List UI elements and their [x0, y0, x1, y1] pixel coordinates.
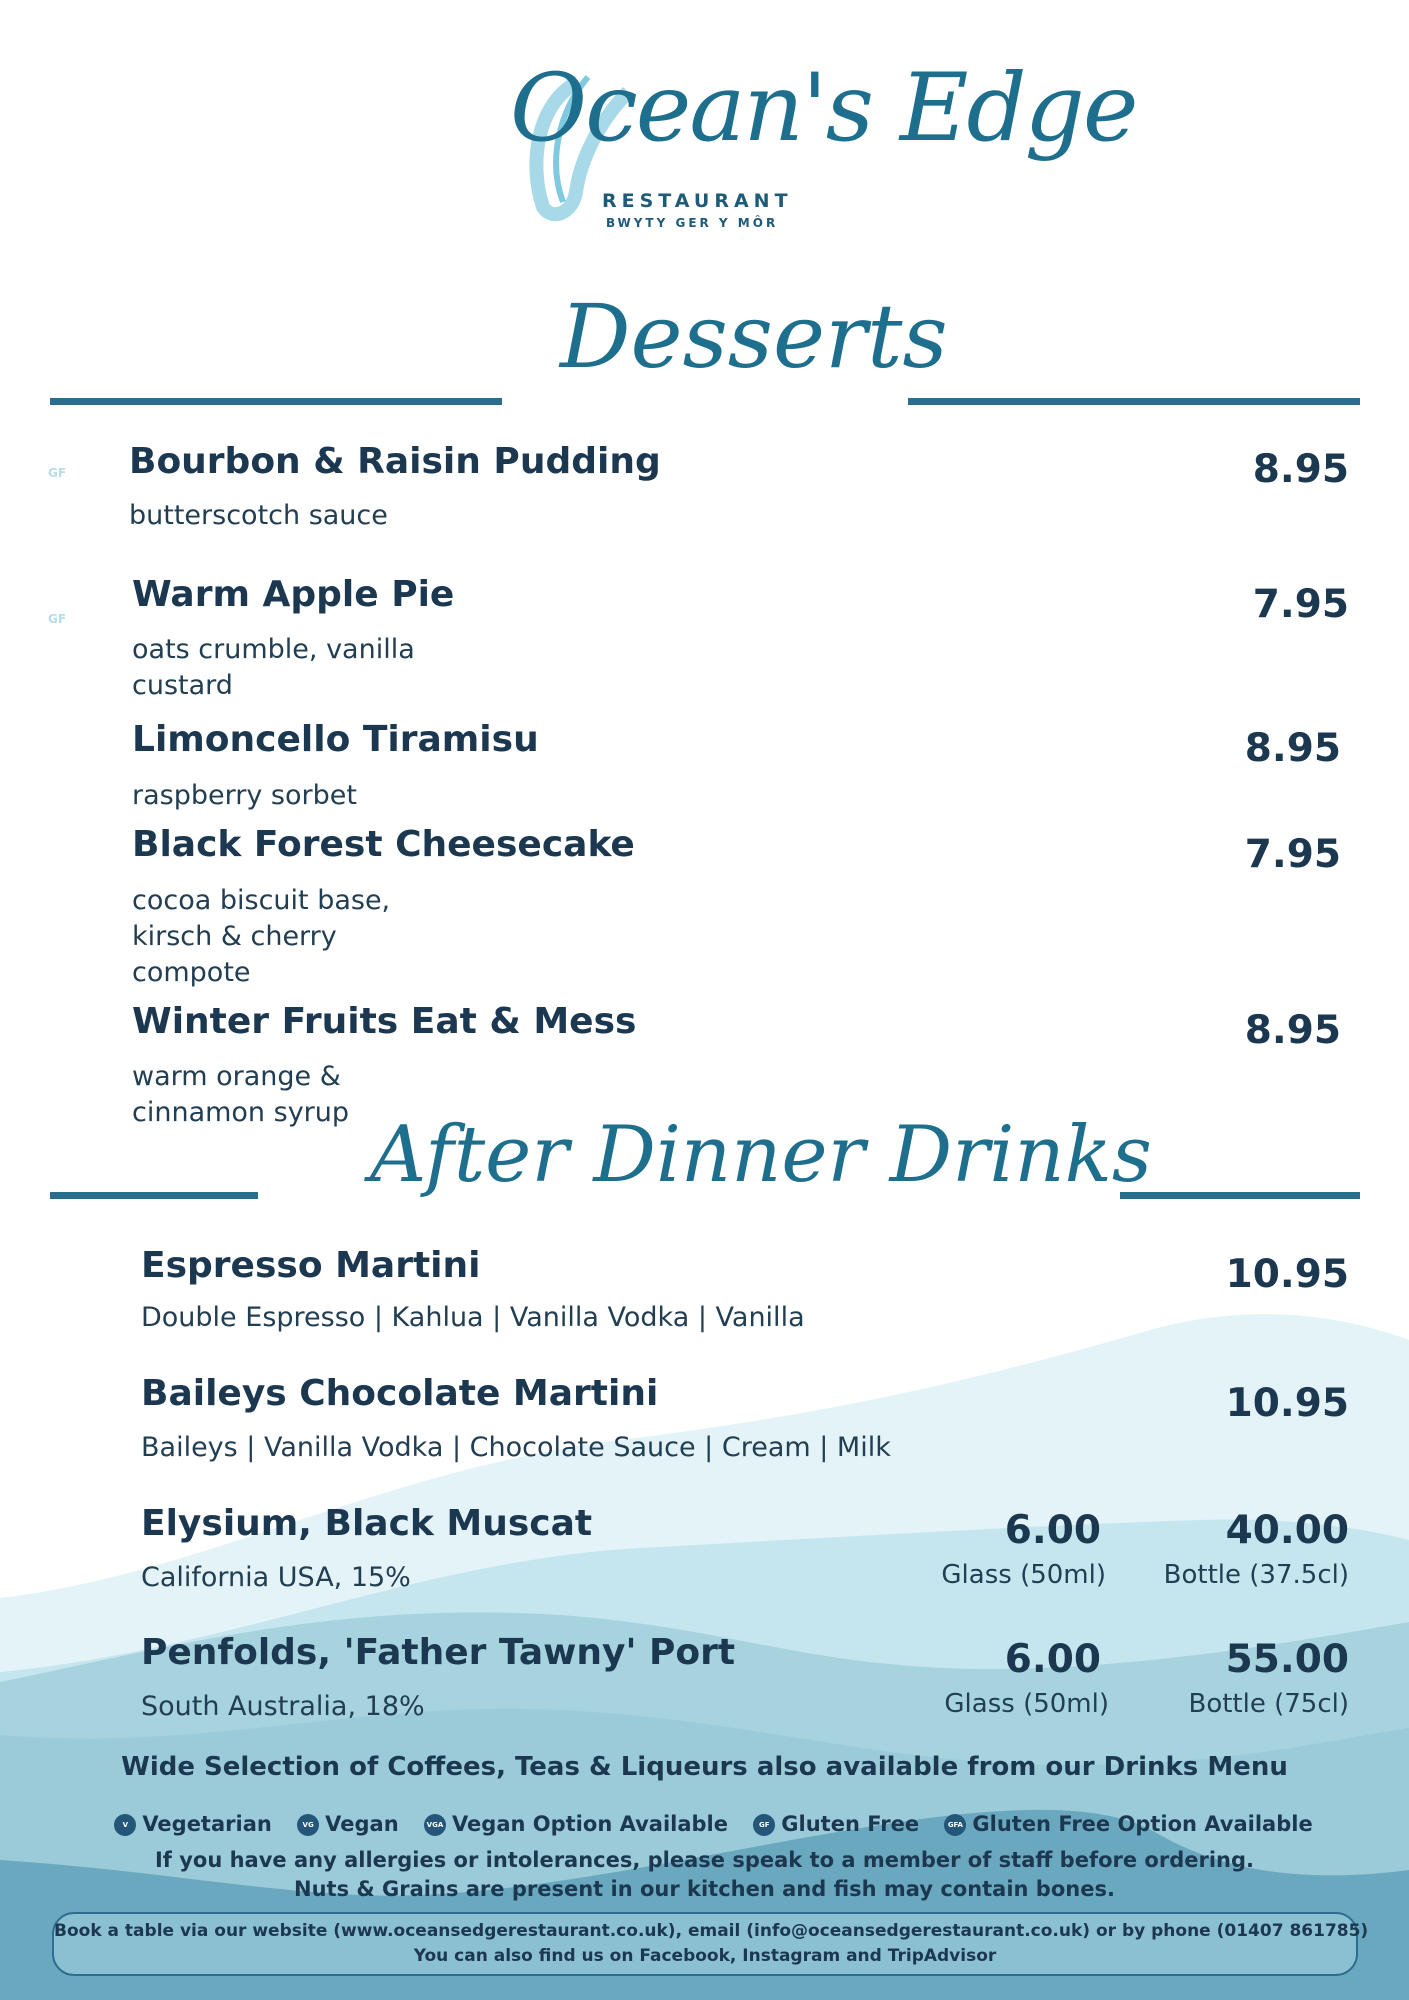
drink-bottle-price: 55.00 — [1225, 1637, 1349, 1682]
dessert-diet-mark: GF — [48, 612, 67, 626]
logo-subtitle-welsh: BWYTY GER Y MÔR — [606, 216, 779, 230]
gluten-free-icon: GF — [753, 1814, 775, 1836]
dessert-price: 8.95 — [1244, 726, 1341, 771]
dessert-description: warm orange & cinnamon syrup — [132, 1061, 350, 1128]
gluten-free-option-icon: GFA — [944, 1814, 966, 1836]
drink-name: Baileys Chocolate Martini — [141, 1373, 659, 1414]
dessert-price: 8.95 — [1252, 447, 1349, 492]
drinks-heading: After Dinner Drinks — [370, 1110, 1152, 1200]
dessert-description: butterscotch sauce — [129, 500, 388, 531]
dessert-description: raspberry sorbet — [132, 780, 357, 811]
drink-name: Penfolds, 'Father Tawny' Port — [141, 1632, 736, 1673]
desserts-rule-left — [50, 398, 502, 405]
drink-description: Baileys | Vanilla Vodka | Chocolate Sauce | Cream | Milk — [141, 1432, 891, 1463]
desserts-rule-right — [908, 398, 1360, 405]
dessert-name: Black Forest Cheesecake — [132, 824, 635, 865]
legend-label: Vegan — [325, 1812, 399, 1836]
kitchen-notice: Nuts & Grains are present in our kitchen and fish may contain bones. — [294, 1877, 1115, 1901]
social-media-line: You can also find us on Facebook, Instagram and TripAdvisor — [413, 1946, 997, 1966]
drink-description: Double Espresso | Kahlua | Vanilla Vodka | Vanilla — [141, 1302, 805, 1333]
legend-label: Gluten Free Option Available — [972, 1812, 1313, 1836]
dessert-description: oats crumble, vanilla custard — [132, 634, 415, 701]
drink-glass-price: 6.00 — [1004, 1508, 1101, 1553]
drink-bottle-unit: Bottle (75cl) — [1188, 1689, 1349, 1719]
logo-script-text: Ocean's Edge — [510, 54, 1137, 163]
dessert-name: Warm Apple Pie — [132, 574, 455, 615]
coffee-note: Wide Selection of Coffees, Teas & Liqueurs also available from our Drinks Menu — [121, 1752, 1288, 1782]
booking-info-box — [52, 1912, 1369, 1976]
legend-label: Vegan Option Available — [451, 1812, 728, 1836]
legend-label: Gluten Free — [781, 1812, 920, 1836]
dietary-legend — [0, 1812, 1409, 1836]
drink-glass-unit: Glass (50ml) — [944, 1689, 1109, 1719]
legend-label: Vegetarian — [142, 1812, 272, 1836]
dessert-name: Limoncello Tiramisu — [132, 719, 539, 760]
drinks-rule-right — [1120, 1192, 1360, 1199]
drink-name: Espresso Martini — [141, 1245, 481, 1286]
drink-glass-unit: Glass (50ml) — [941, 1560, 1106, 1590]
drink-price: 10.95 — [1225, 1381, 1349, 1426]
dessert-diet-mark: GF — [48, 466, 67, 480]
allergy-notice: If you have any allergies or intolerances, please speak to a member of staff before ordering. — [154, 1848, 1255, 1872]
dessert-price: 7.95 — [1244, 832, 1341, 877]
dessert-price: 8.95 — [1244, 1008, 1341, 1053]
drink-name: Elysium, Black Muscat — [141, 1503, 593, 1544]
dessert-price: 7.95 — [1252, 582, 1349, 627]
restaurant-logo — [510, 54, 1137, 270]
booking-contact-line: Book a table via our website (www.oceansedgerestaurant.co.uk), email (info@oceansedgerestaurant.co.uk) or by phone (01407 861785) — [54, 1921, 1369, 1941]
vegetarian-icon: V — [114, 1814, 136, 1836]
drink-description: California USA, 15% — [141, 1562, 411, 1593]
vegan-icon: VG — [297, 1814, 319, 1836]
logo-subtitle: RESTAURANT — [602, 190, 793, 212]
drink-bottle-unit: Bottle (37.5cl) — [1163, 1560, 1349, 1590]
drink-glass-price: 6.00 — [1004, 1637, 1101, 1682]
desserts-heading: Desserts — [560, 285, 948, 388]
dessert-name: Winter Fruits Eat & Mess — [132, 1001, 637, 1042]
dessert-description: cocoa biscuit base, kirsch & cherry compote — [132, 885, 391, 988]
drink-bottle-price: 40.00 — [1225, 1508, 1349, 1553]
drinks-rule-left — [50, 1192, 258, 1199]
drink-price: 10.95 — [1225, 1252, 1349, 1297]
vegan-option-icon: VGA — [424, 1814, 446, 1836]
dessert-name: Bourbon & Raisin Pudding — [129, 441, 661, 482]
drink-description: South Australia, 18% — [141, 1691, 425, 1722]
